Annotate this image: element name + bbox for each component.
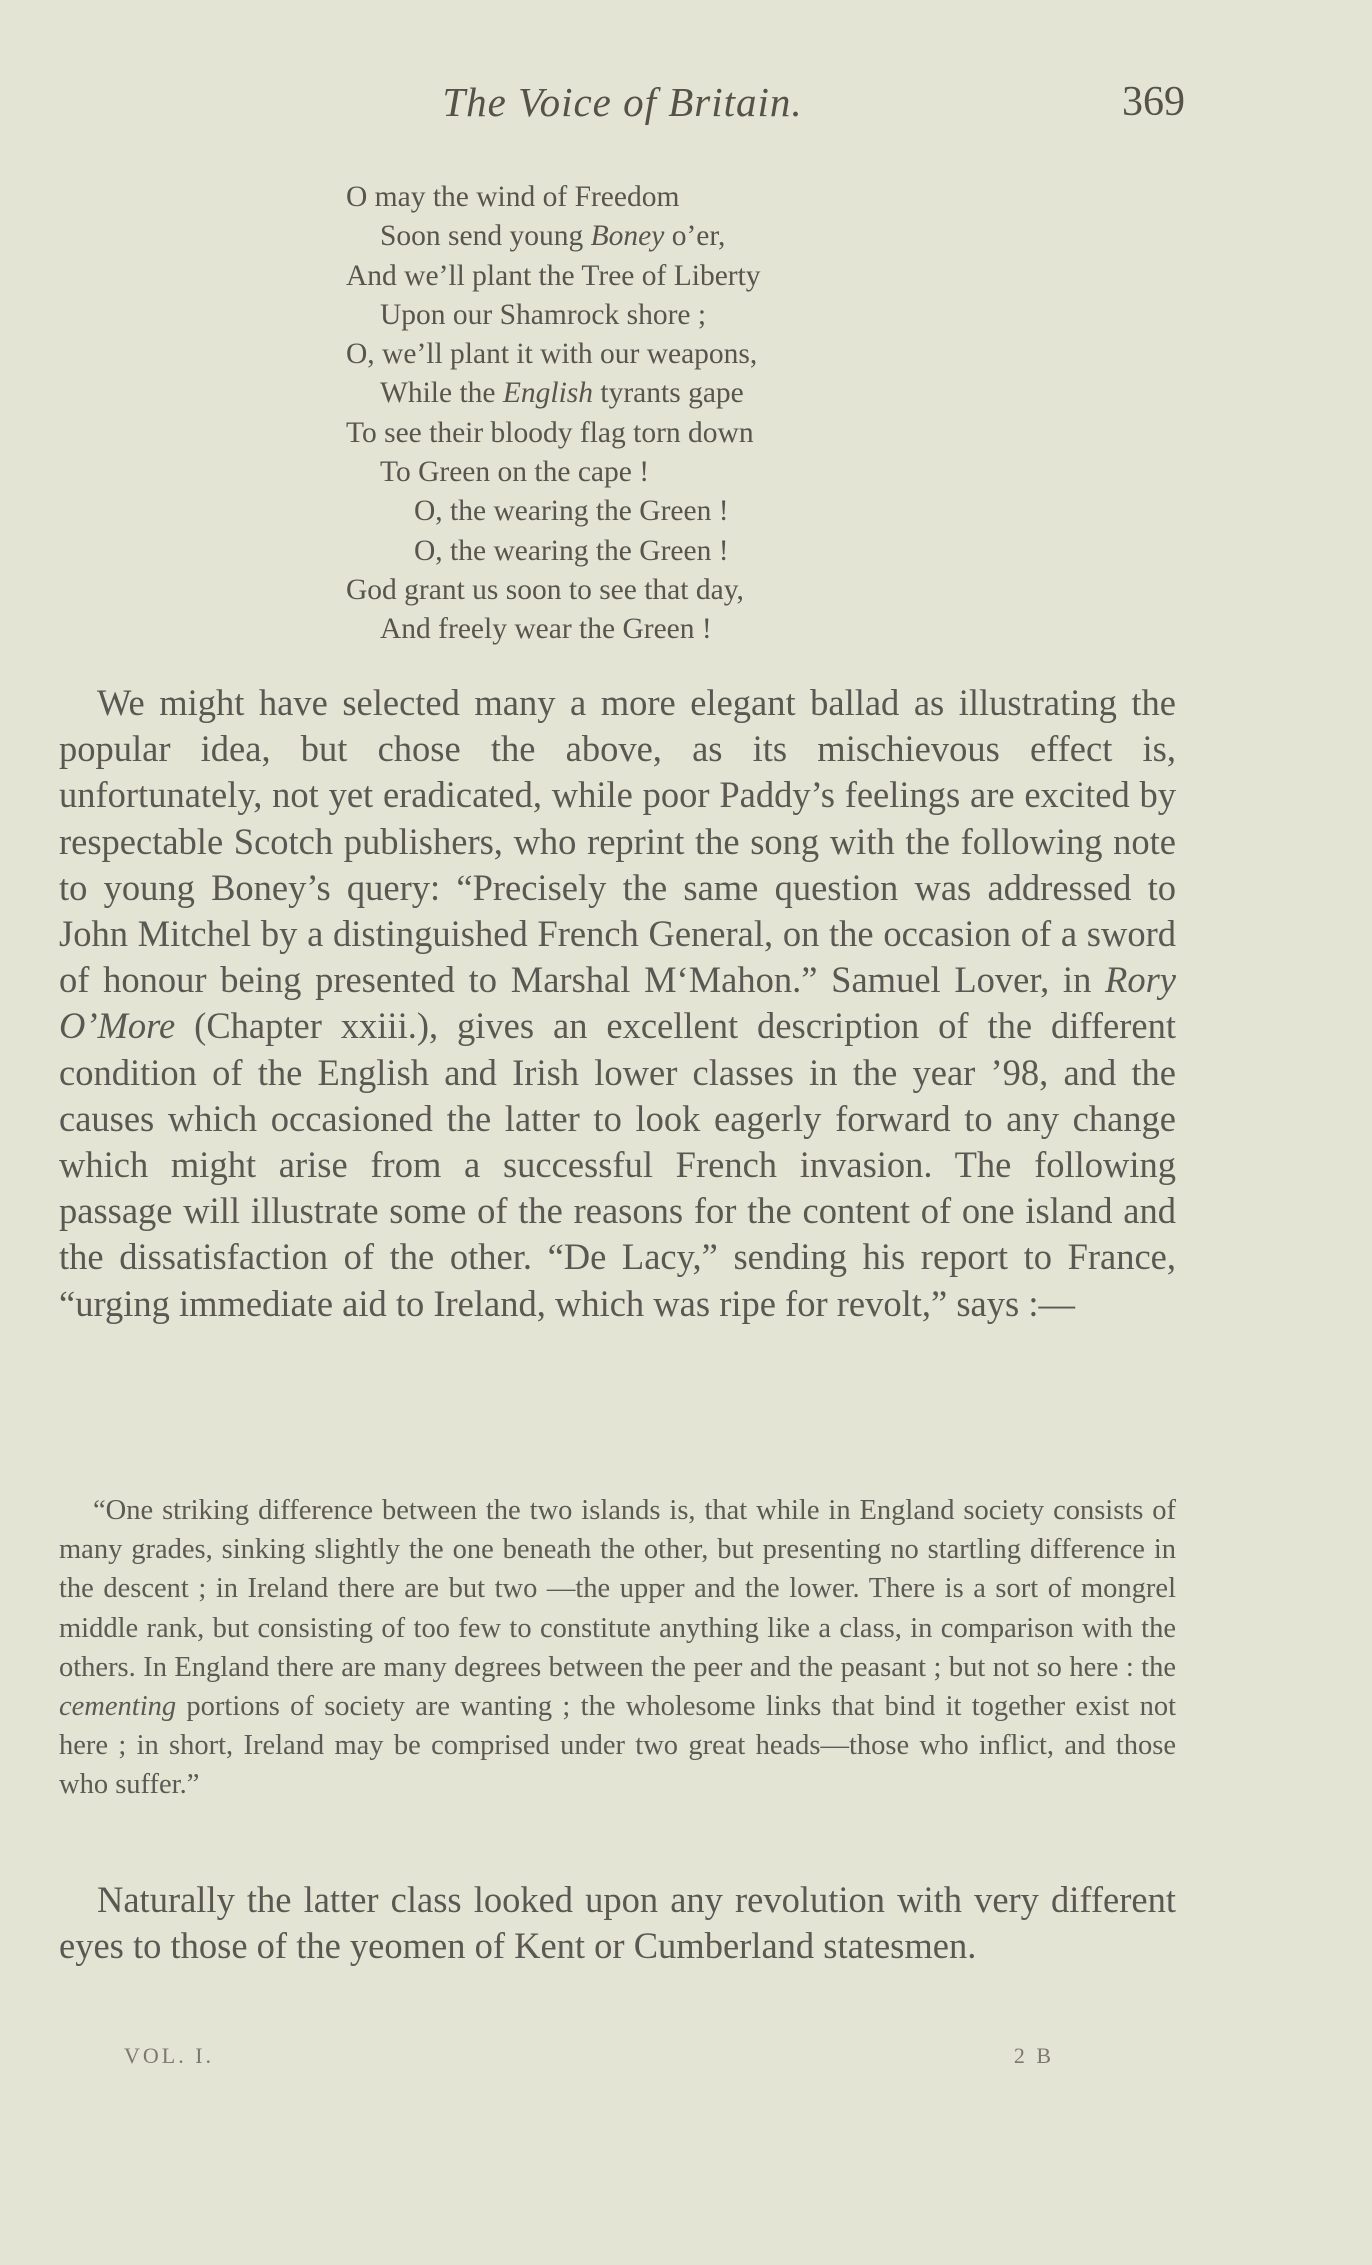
verse-line: While the English tyrants gape [380, 377, 744, 410]
page-number: 369 [1122, 79, 1185, 125]
verse-line: To see their bloody flag torn down [346, 416, 754, 449]
page-header [60, 78, 1185, 138]
verse-line: Soon send young Boney o’er, [380, 220, 726, 253]
body-paragraph-1: We might have selected many a more elegant ballad as illustrating the popular idea, but chose the above, as its mischievous effect is, unfortunately, not yet eradicated, while poor Paddy’s feelings are excited by respectable Scotch publishers, who reprint the song with the following note to young Boney’s query: “Precisely the same question was addressed to John Mitchel by a distinguished French General, on the occasion of a sword of honour being presented to Marshal M‘Mahon.” Samuel Lover, in Rory O’More (Chapter xxiii.), gives an excellent description of the different condition of the English and Irish lower classes in the year ’98, and the causes which occasioned the latter to look eagerly forward to any change which might arise from a successful French invasion. The following passage will illustrate some of the reasons for the content of one island and the dissatisfaction of the other. “De Lacy,” sending his report to France, “urging immediate aid to Ireland, which was ripe for revolt,” says :— [59, 682, 1176, 1324]
verse-line: Upon our Shamrock shore ; [380, 298, 707, 331]
running-title: The Voice of Britain. [442, 79, 803, 125]
verse-line: God grant us soon to see that day, [346, 573, 744, 606]
page-footer [124, 2043, 1054, 2069]
verse-line: O, the wearing the Green ! [414, 534, 729, 567]
verse-line: And freely wear the Green ! [380, 613, 712, 646]
body-paragraph-2: Naturally the latter class looked upon any revolution with very different eyes to those of the yeomen of Kent or Cumberland statesmen. [59, 1879, 1176, 1967]
verse-line: To Green on the cape ! [380, 456, 650, 489]
verse-line: O, we’ll plant it with our weapons, [346, 338, 758, 371]
signature-mark: 2 B [1013, 2043, 1054, 2068]
verse-line: And we’ll plant the Tree of Liberty [346, 259, 761, 292]
volume-mark: VOL. I. [124, 2043, 215, 2068]
verse-line: O may the wind of Freedom [346, 181, 680, 213]
verse-line: O, the wearing the Green ! [414, 495, 729, 528]
ballad-verse [346, 178, 761, 650]
block-quote: “One striking difference between the two islands is, that while in England society consists of many grades, sinking slightly the one beneath the other, but presenting no startling difference in the descent ; in Ireland there are but two —the upper and the lower. There is a sort of mongrel middle rank, but consisting of too few to constitute anything like a class, in comparison with the others. In England there are many degrees between the peer and the peasant ; but not so here : the cementing portions of society are wanting ; the wholesome links that bind it together exist not here ; in short, Ireland may be comprised under two great heads—those who inflict, and those who suffer.” [59, 1495, 1176, 1801]
